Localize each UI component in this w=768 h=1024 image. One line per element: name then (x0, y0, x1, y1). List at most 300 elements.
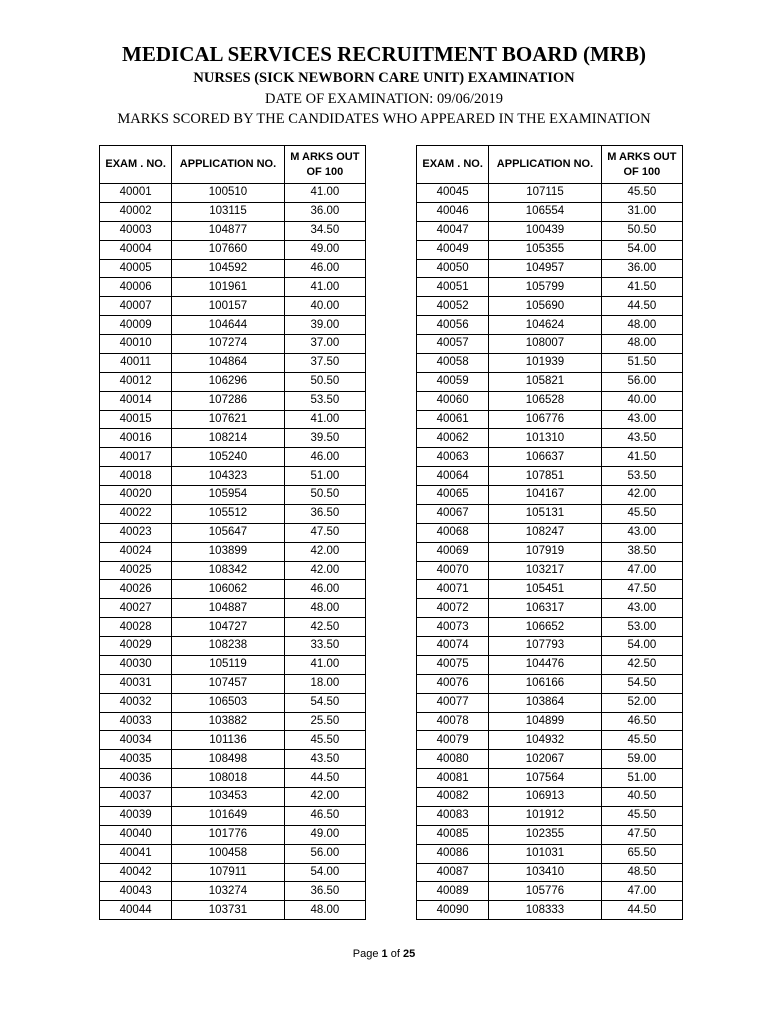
table-row (100, 655, 366, 674)
application-no-cell: 103115 (172, 202, 284, 221)
marks-cell: 46.00 (284, 259, 365, 278)
table-row (417, 278, 683, 297)
table-row (417, 693, 683, 712)
exam-no-cell: 40079 (417, 731, 489, 750)
application-no-cell: 108342 (172, 561, 284, 580)
exam-no-cell: 40022 (100, 504, 172, 523)
application-no-cell: 104899 (489, 712, 601, 731)
table-row (100, 221, 366, 240)
table-row (417, 221, 683, 240)
application-no-cell: 104887 (172, 599, 284, 618)
marks-cell: 54.00 (601, 637, 682, 656)
exam-no-cell: 40016 (100, 429, 172, 448)
application-no-cell: 108007 (489, 335, 601, 354)
marks-cell: 41.50 (601, 448, 682, 467)
marks-cell: 51.00 (284, 467, 365, 486)
marks-cell: 48.00 (601, 316, 682, 335)
table-row (100, 391, 366, 410)
exam-no-cell: 40012 (100, 372, 172, 391)
exam-no-cell: 40044 (100, 901, 172, 920)
application-no-cell: 101136 (172, 731, 284, 750)
table-row (417, 316, 683, 335)
marks-cell: 25.50 (284, 712, 365, 731)
exam-no-cell: 40050 (417, 259, 489, 278)
table-row (417, 486, 683, 505)
table-row (417, 429, 683, 448)
table-row (100, 674, 366, 693)
marks-cell: 43.00 (601, 410, 682, 429)
marks-cell: 54.00 (601, 240, 682, 259)
table-row (417, 240, 683, 259)
table-row (100, 372, 366, 391)
marks-table-right (416, 145, 683, 920)
marks-cell: 49.00 (284, 825, 365, 844)
table-row (100, 542, 366, 561)
marks-cell: 45.50 (601, 504, 682, 523)
application-no-cell: 106528 (489, 391, 601, 410)
application-no-cell: 104877 (172, 221, 284, 240)
table-row (100, 731, 366, 750)
exam-no-cell: 40065 (417, 486, 489, 505)
table-row (100, 202, 366, 221)
marks-cell: 53.50 (601, 467, 682, 486)
table-row (100, 712, 366, 731)
table-row (417, 825, 683, 844)
exam-no-cell: 40089 (417, 882, 489, 901)
marks-cell: 49.00 (284, 240, 365, 259)
application-no-cell: 104167 (489, 486, 601, 505)
marks-cell: 43.50 (284, 750, 365, 769)
application-no-cell: 106503 (172, 693, 284, 712)
table-row (100, 750, 366, 769)
table-row (100, 240, 366, 259)
marks-cell: 46.00 (284, 580, 365, 599)
application-no-cell: 107115 (489, 184, 601, 203)
marks-cell: 36.00 (601, 259, 682, 278)
table-row (417, 297, 683, 316)
exam-no-cell: 40086 (417, 844, 489, 863)
document-title: MEDICAL SERVICES RECRUITMENT BOARD (MRB) (122, 42, 646, 66)
marks-cell: 44.50 (601, 901, 682, 920)
marks-cell: 50.50 (284, 486, 365, 505)
application-no-cell: 107274 (172, 335, 284, 354)
application-no-cell: 106062 (172, 580, 284, 599)
application-no-cell: 105240 (172, 448, 284, 467)
marks-cell: 47.50 (601, 825, 682, 844)
of-word: of (390, 948, 400, 960)
table-row (417, 561, 683, 580)
table-row (417, 788, 683, 807)
page-word: Page (352, 948, 379, 960)
table-row (100, 335, 366, 354)
application-no-cell: 107564 (489, 769, 601, 788)
exam-no-cell: 40009 (100, 316, 172, 335)
marks-cell: 42.00 (284, 561, 365, 580)
application-no-cell: 101912 (489, 806, 601, 825)
marks-cell: 41.00 (284, 655, 365, 674)
table-row (417, 731, 683, 750)
table-row (417, 259, 683, 278)
exam-no-cell: 40080 (417, 750, 489, 769)
exam-no-cell: 40043 (100, 882, 172, 901)
exam-no-cell: 40017 (100, 448, 172, 467)
application-no-cell: 103274 (172, 882, 284, 901)
table-row (100, 618, 366, 637)
application-no-cell: 107286 (172, 391, 284, 410)
marks-cell: 40.00 (284, 297, 365, 316)
marks-cell: 18.00 (284, 674, 365, 693)
exam-no-cell: 40075 (417, 655, 489, 674)
table-row (100, 297, 366, 316)
table-row (417, 542, 683, 561)
marks-cell: 43.00 (601, 523, 682, 542)
application-no-cell: 106776 (489, 410, 601, 429)
application-no-cell: 104624 (489, 316, 601, 335)
application-no-cell: 104727 (172, 618, 284, 637)
table-row (100, 788, 366, 807)
application-no-cell: 105355 (489, 240, 601, 259)
application-no-cell: 100157 (172, 297, 284, 316)
marks-cell: 47.50 (601, 580, 682, 599)
application-no-cell: 103899 (172, 542, 284, 561)
exam-no-cell: 40064 (417, 467, 489, 486)
exam-no-cell: 40056 (417, 316, 489, 335)
marks-cell: 54.50 (284, 693, 365, 712)
table-row (417, 523, 683, 542)
table-row (417, 750, 683, 769)
exam-no-cell: 40052 (417, 297, 489, 316)
exam-no-cell: 40083 (417, 806, 489, 825)
exam-no-cell: 40082 (417, 788, 489, 807)
exam-no-cell: 40002 (100, 202, 172, 221)
application-no-cell: 102355 (489, 825, 601, 844)
application-no-cell: 104476 (489, 655, 601, 674)
marks-cell: 36.00 (284, 202, 365, 221)
exam-no-cell: 40025 (100, 561, 172, 580)
marks-cell: 41.00 (284, 410, 365, 429)
application-no-cell: 100510 (172, 184, 284, 203)
header-marks: M ARKS OUT OF 100 (284, 146, 365, 184)
exam-no-cell: 40036 (100, 769, 172, 788)
table-row (100, 278, 366, 297)
exam-no-cell: 40067 (417, 504, 489, 523)
exam-no-cell: 40069 (417, 542, 489, 561)
application-no-cell: 105119 (172, 655, 284, 674)
exam-no-cell: 40028 (100, 618, 172, 637)
table-row (417, 504, 683, 523)
marks-cell: 36.50 (284, 504, 365, 523)
application-no-cell: 107919 (489, 542, 601, 561)
exam-no-cell: 40047 (417, 221, 489, 240)
marks-cell: 45.50 (284, 731, 365, 750)
marks-cell: 38.50 (601, 542, 682, 561)
application-no-cell: 103882 (172, 712, 284, 731)
marks-cell: 48.00 (601, 335, 682, 354)
table-row (417, 353, 683, 372)
marks-cell: 41.00 (284, 278, 365, 297)
table-row (417, 769, 683, 788)
marks-cell: 42.50 (601, 655, 682, 674)
page-footer (0, 948, 768, 960)
table-row (417, 863, 683, 882)
exam-no-cell: 40076 (417, 674, 489, 693)
exam-no-cell: 40062 (417, 429, 489, 448)
table-row (100, 504, 366, 523)
table-row (100, 806, 366, 825)
table-row (100, 863, 366, 882)
marks-cell: 41.50 (601, 278, 682, 297)
exam-no-cell: 40027 (100, 599, 172, 618)
exam-no-cell: 40087 (417, 863, 489, 882)
table-row (417, 674, 683, 693)
table-header-row (100, 146, 366, 184)
application-no-cell: 106554 (489, 202, 601, 221)
exam-no-cell: 40072 (417, 599, 489, 618)
application-no-cell: 107457 (172, 674, 284, 693)
marks-cell: 44.50 (284, 769, 365, 788)
marks-cell: 51.00 (601, 769, 682, 788)
exam-no-cell: 40049 (417, 240, 489, 259)
application-no-cell: 101939 (489, 353, 601, 372)
table-row (100, 580, 366, 599)
table-row (417, 637, 683, 656)
application-no-cell: 103217 (489, 561, 601, 580)
application-no-cell: 100458 (172, 844, 284, 863)
marks-cell: 40.50 (601, 788, 682, 807)
marks-cell: 43.00 (601, 599, 682, 618)
table-header-row (417, 146, 683, 184)
marks-cell: 42.00 (601, 486, 682, 505)
table-row (100, 882, 366, 901)
marks-cell: 59.00 (601, 750, 682, 769)
exam-no-cell: 40004 (100, 240, 172, 259)
total-pages: 25 (402, 948, 416, 960)
table-row (100, 825, 366, 844)
exam-no-cell: 40051 (417, 278, 489, 297)
application-no-cell: 103453 (172, 788, 284, 807)
marks-cell: 39.00 (284, 316, 365, 335)
exam-no-cell: 40060 (417, 391, 489, 410)
marks-cell: 54.00 (284, 863, 365, 882)
marks-cell: 53.50 (284, 391, 365, 410)
marks-cell: 46.00 (284, 448, 365, 467)
exam-no-cell: 40039 (100, 806, 172, 825)
table-row (417, 712, 683, 731)
exam-no-cell: 40057 (417, 335, 489, 354)
application-no-cell: 107793 (489, 637, 601, 656)
exam-no-cell: 40030 (100, 655, 172, 674)
application-no-cell: 108214 (172, 429, 284, 448)
application-no-cell: 108018 (172, 769, 284, 788)
table-row (417, 580, 683, 599)
application-no-cell: 105776 (489, 882, 601, 901)
marks-cell: 50.50 (601, 221, 682, 240)
exam-no-cell: 40061 (417, 410, 489, 429)
exam-no-cell: 40026 (100, 580, 172, 599)
marks-cell: 36.50 (284, 882, 365, 901)
exam-no-cell: 40070 (417, 561, 489, 580)
marks-cell: 44.50 (601, 297, 682, 316)
exam-no-cell: 40033 (100, 712, 172, 731)
table-row (100, 259, 366, 278)
exam-no-cell: 40041 (100, 844, 172, 863)
marks-cell: 45.50 (601, 731, 682, 750)
marks-cell: 47.00 (601, 882, 682, 901)
table-row (100, 769, 366, 788)
table-row (417, 184, 683, 203)
application-no-cell: 107660 (172, 240, 284, 259)
exam-no-cell: 40074 (417, 637, 489, 656)
marks-cell: 52.00 (601, 693, 682, 712)
exam-no-cell: 40018 (100, 467, 172, 486)
marks-cell: 56.00 (284, 844, 365, 863)
application-no-cell: 105647 (172, 523, 284, 542)
table-row (100, 561, 366, 580)
marks-cell: 65.50 (601, 844, 682, 863)
header-exam-no: EXAM . NO. (417, 146, 489, 184)
exam-no-cell: 40037 (100, 788, 172, 807)
table-row (417, 844, 683, 863)
table-row (100, 901, 366, 920)
exam-no-cell: 40042 (100, 863, 172, 882)
table-row (417, 618, 683, 637)
application-no-cell: 107621 (172, 410, 284, 429)
exam-no-cell: 40024 (100, 542, 172, 561)
exam-no-cell: 40023 (100, 523, 172, 542)
marks-cell: 45.50 (601, 806, 682, 825)
application-no-cell: 108333 (489, 901, 601, 920)
application-no-cell: 108247 (489, 523, 601, 542)
exam-no-cell: 40034 (100, 731, 172, 750)
exam-no-cell: 40081 (417, 769, 489, 788)
table-row (100, 429, 366, 448)
application-no-cell: 103864 (489, 693, 601, 712)
application-no-cell: 106913 (489, 788, 601, 807)
table-row (100, 184, 366, 203)
table-row (100, 637, 366, 656)
exam-no-cell: 40085 (417, 825, 489, 844)
application-no-cell: 106296 (172, 372, 284, 391)
application-no-cell: 101310 (489, 429, 601, 448)
exam-no-cell: 40020 (100, 486, 172, 505)
application-no-cell: 104932 (489, 731, 601, 750)
table-row (417, 467, 683, 486)
table-row (417, 882, 683, 901)
application-no-cell: 106166 (489, 674, 601, 693)
marks-cell: 48.00 (284, 599, 365, 618)
application-no-cell: 108238 (172, 637, 284, 656)
application-no-cell: 103731 (172, 901, 284, 920)
table-row (417, 448, 683, 467)
exam-no-cell: 40035 (100, 750, 172, 769)
exam-no-cell: 40068 (417, 523, 489, 542)
header-exam-no: EXAM . NO. (100, 146, 172, 184)
table-description: MARKS SCORED BY THE CANDIDATES WHO APPEARED IN THE EXAMINATION (117, 111, 651, 127)
application-no-cell: 105690 (489, 297, 601, 316)
application-no-cell: 103410 (489, 863, 601, 882)
exam-no-cell: 40015 (100, 410, 172, 429)
application-no-cell: 100439 (489, 221, 601, 240)
header-marks: M ARKS OUT OF 100 (601, 146, 682, 184)
application-no-cell: 105451 (489, 580, 601, 599)
exam-no-cell: 40046 (417, 202, 489, 221)
marks-cell: 39.50 (284, 429, 365, 448)
marks-cell: 48.00 (284, 901, 365, 920)
marks-cell: 51.50 (601, 353, 682, 372)
marks-cell: 56.00 (601, 372, 682, 391)
exam-no-cell: 40007 (100, 297, 172, 316)
marks-cell: 41.00 (284, 184, 365, 203)
table-row (417, 335, 683, 354)
exam-no-cell: 40005 (100, 259, 172, 278)
application-no-cell: 104323 (172, 467, 284, 486)
application-no-cell: 106317 (489, 599, 601, 618)
application-no-cell: 101649 (172, 806, 284, 825)
header-application-no: APPLICATION NO. (489, 146, 601, 184)
application-no-cell: 104592 (172, 259, 284, 278)
application-no-cell: 107851 (489, 467, 601, 486)
marks-cell: 37.50 (284, 353, 365, 372)
exam-no-cell: 40077 (417, 693, 489, 712)
application-no-cell: 101776 (172, 825, 284, 844)
marks-cell: 34.50 (284, 221, 365, 240)
table-row (100, 523, 366, 542)
application-no-cell: 104957 (489, 259, 601, 278)
exam-date: DATE OF EXAMINATION: 09/06/2019 (264, 91, 504, 107)
marks-cell: 53.00 (601, 618, 682, 637)
application-no-cell: 104864 (172, 353, 284, 372)
marks-cell: 42.00 (284, 788, 365, 807)
table-row (417, 806, 683, 825)
marks-cell: 40.00 (601, 391, 682, 410)
exam-no-cell: 40003 (100, 221, 172, 240)
exam-no-cell: 40059 (417, 372, 489, 391)
marks-cell: 54.50 (601, 674, 682, 693)
marks-cell: 42.00 (284, 542, 365, 561)
exam-no-cell: 40078 (417, 712, 489, 731)
table-row (100, 448, 366, 467)
exam-no-cell: 40010 (100, 335, 172, 354)
exam-no-cell: 40071 (417, 580, 489, 599)
exam-subtitle: NURSES (SICK NEWBORN CARE UNIT) EXAMINATION (193, 70, 575, 86)
marks-cell: 46.50 (601, 712, 682, 731)
table-row (417, 202, 683, 221)
application-no-cell: 105131 (489, 504, 601, 523)
marks-cell: 47.00 (601, 561, 682, 580)
table-row (100, 693, 366, 712)
exam-no-cell: 40063 (417, 448, 489, 467)
marks-cell: 42.50 (284, 618, 365, 637)
marks-cell: 48.50 (601, 863, 682, 882)
exam-no-cell: 40045 (417, 184, 489, 203)
table-row (100, 316, 366, 335)
marks-table-left (99, 145, 366, 920)
application-no-cell: 106637 (489, 448, 601, 467)
table-row (100, 844, 366, 863)
marks-cell: 31.00 (601, 202, 682, 221)
exam-no-cell: 40040 (100, 825, 172, 844)
application-no-cell: 105954 (172, 486, 284, 505)
exam-no-cell: 40073 (417, 618, 489, 637)
application-no-cell: 101031 (489, 844, 601, 863)
exam-no-cell: 40032 (100, 693, 172, 712)
table-row (100, 410, 366, 429)
table-row (417, 372, 683, 391)
current-page: 1 (381, 948, 388, 960)
marks-cell: 50.50 (284, 372, 365, 391)
table-row (417, 901, 683, 920)
application-no-cell: 102067 (489, 750, 601, 769)
